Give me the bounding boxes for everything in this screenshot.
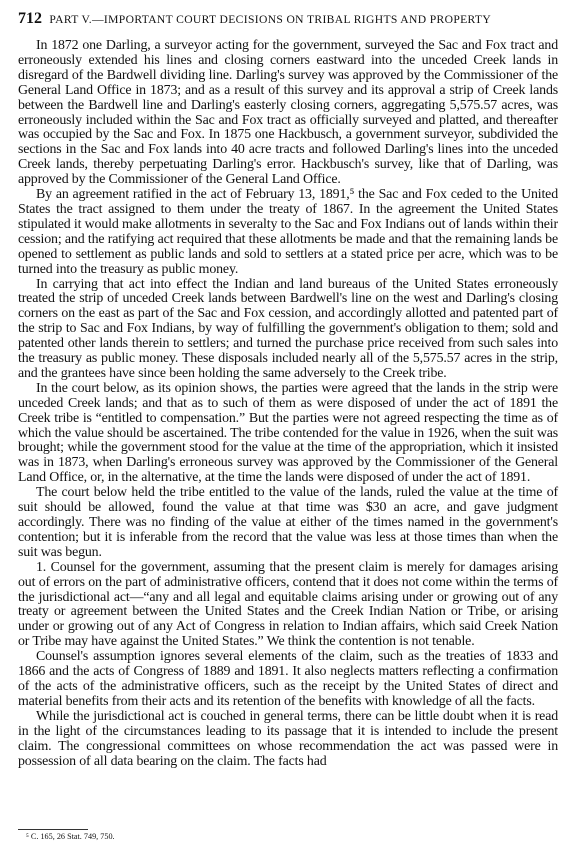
- body-text: [18, 39, 558, 769]
- footnote: ⁵ C. 165, 26 Stat. 749, 750.: [26, 832, 115, 841]
- paragraph-court-held: The court below held the tribe entitled to the value of the lands, ruled the value at the time of suit should be allowed, found the value at that time was $30 an acre, and gave judgment accordingly. There was no finding of the value at either of the times named in the government's contention; but it is inferable from the record that the value was less at those times than when the suit was begun.: [18, 485, 558, 560]
- paragraph-counsel-assumption: Counsel's assumption ignores several elements of the claim, such as the treaties of 1833 and 1866 and the acts of Congress of 1889 and 1891. It also neglects matters reflecting a confirmation of the acts of the administrative officers, such as the receipt by the United States of direct and material benefits from their acts and its retention of the benefits with knowledge of all the facts.: [18, 649, 558, 709]
- paragraph-counsel-contention: 1. Counsel for the government, assuming that the present claim is merely for damages arising out of errors on the part of administrative officers, contend that it does not come within the terms of the jurisdictional act—“any and all legal and equitable claims arising under or growing out of any treaty or agreement between the United States and the Creek Indian Nation or Tribe, or arising under or growing out of any Act of Congress in relation to Indian affairs, which said Creek Nation or Tribe may have against the United States.” We think the contention is not tenable.: [18, 559, 558, 650]
- paragraph-court-below-parties: In the court below, as its opinion shows, the parties were agreed that the lands in the strip were unceded Creek lands; and that as to such of them as were disposed of under the act of 1891 the Creek tribe is “entitled to compensation.” But the parties were not agreed respecting the time as of which the value should be ascertained. The tribe contended for the value in 1926, when the suit was brought; while the government stood for the value at the time of the appropriation, which it insisted was in 1873, when Darling's erroneous survey was approved by the Commissioner of the General Land Office, or, in the alternative, at the time the lands were disposed of under the act of 1891.: [18, 380, 558, 486]
- paragraph-darling-survey: In 1872 one Darling, a surveyor acting for the government, surveyed the Sac and Fox tract and erroneously extended his lines and closing corners eastward into the unceded Creek lands in disregard of the Bardwell dividing line. Darling's survey was approved by the Commissioner of the General Land Office in 1873; and as a result of this survey and its approval a strip of Creek lands between the Bardwell line and Darling's easterly closing corners, aggregating 5,575.57 acres, was erroneously included within the Sac and Fox tract as officially surveyed and platted, and thereafter was occupied by the Sac and Fox. In 1875 one Hackbusch, a government surveyor, subdivided the sections in the Sac and Fox lands into 40 acre tracts and followed Darling's lines into the unceded Creek lands, thereby perpetuating Darling's error. Hackbusch's survey, like that of Darling, was approved by the Commissioner of the General Land Office.: [18, 38, 558, 188]
- running-title: PART V.—IMPORTANT COURT DECISIONS ON TRIBAL RIGHTS AND PROPERTY: [49, 13, 492, 26]
- running-header: [18, 11, 558, 28]
- paragraph-jurisdictional-act: While the jurisdictional act is couched in general terms, there can be little doubt when it is read in the light of the circumstances leading to its passage that it is intended to include the present claim. The congressional committees on whose recommendation the act was passed were in possession of all data bearing on the claim. The facts had: [18, 708, 558, 769]
- paragraph-agreement-1891: By an agreement ratified in the act of February 13, 1891,⁵ the Sac and Fox ceded to the United States the tract assigned to them under the treaty of 1867. In the agreement the United States stipulated it would make allotments in severalty to the Sac and Fox Indians out of lands within their cession; and the ratifying act required that these allotments be made and that the remaining lands be opened to settlement as public lands and sold to settlers at a stated price per acre, which was to be turned into the treasury as public money.: [18, 187, 558, 277]
- footnote-rule: [18, 829, 88, 830]
- paragraph-carrying-act: In carrying that act into effect the Indian and land bureaus of the United States erroneously treated the strip of unceded Creek lands between Bardwell's line on the west and Darling's closing corners on the east as part of the Sac and Fox cession, and accordingly allotted and patented part of the strip to Sac and Fox Indians, by way of fulfilling the government's obligation to them; sold and patented other lands therein to settlers; and turned the purchase price received from such sales into the treasury as public money. These disposals included nearly all of the 5,575.57 acres in the strip, and the grantees have since been holding the same adversely to the Creek tribe.: [18, 276, 558, 381]
- page-number: 712: [18, 10, 42, 27]
